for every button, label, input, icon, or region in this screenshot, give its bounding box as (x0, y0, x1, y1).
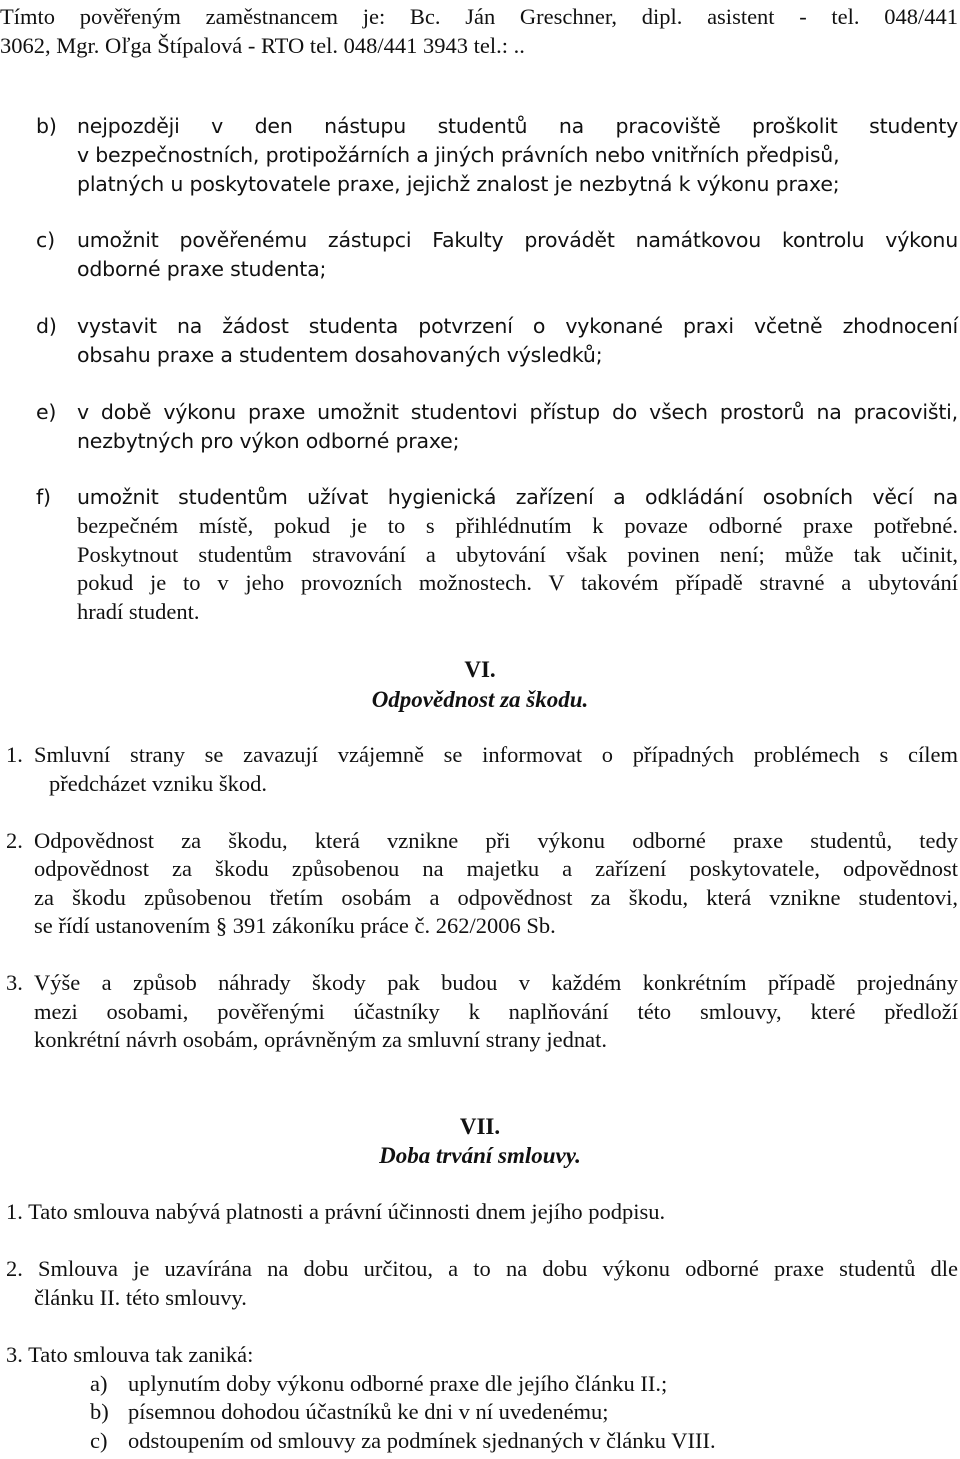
s6-p2-line-1: Odpovědnost za škodu, která vznikne při výkonu odborné praxe studentů, tedy (34, 828, 958, 853)
s6-p3-line-2: mezi osobami, pověřenými účastníky k naplňování této smlouvy, které předloží (34, 999, 958, 1024)
item-f-line-2: bezpečném místě, pokud je to s přihlédnutím k povaze odborné praxe potřebné. (77, 513, 958, 538)
item-b-line-2: v bezpečnostních, protipožárních a jiných právních nebo vnitřních předpisů, (77, 143, 840, 167)
s7-p3: 3. Tato smlouva tak zaniká: (6, 1342, 254, 1367)
item-c-marker: c) (36, 228, 55, 252)
item-f-line-1: umožnit studentům užívat hygienická zařízení a odkládání osobních věcí na (77, 485, 958, 509)
s7-sub-b-text: písemnou dohodou účastníků ke dni v ní uvedenému; (128, 1399, 609, 1424)
item-d-line-2: obsahu praxe a studentem dosahovaných výsledků; (77, 343, 603, 367)
section-7-number: VII. (459, 1114, 501, 1139)
s7-sub-b-marker: b) (90, 1399, 109, 1424)
s7-sub-c-text: odstoupením od smlouvy za podmínek sjednaných v článku VIII. (128, 1428, 716, 1453)
intro-line-2: 3062, Mgr. Oľga Štípalová - RTO tel. 048/441 3943 tel.: .. (0, 33, 525, 58)
item-f-line-5: hradí student. (77, 599, 200, 624)
s7-sub-a-marker: a) (90, 1371, 108, 1396)
s6-p2-line-2: odpovědnost za škodu způsobenou na majetku a zařízení poskytovatele, odpovědnost (34, 856, 958, 881)
s7-sub-c-marker: c) (90, 1428, 108, 1453)
item-b-marker: b) (36, 114, 57, 138)
s6-p1-marker: 1. (6, 742, 23, 767)
section-6-title: Odpovědnost za škodu. (371, 687, 589, 712)
item-e-line-1: v době výkonu praxe umožnit studentovi přístup do všech prostorů na pracovišti, (77, 400, 958, 424)
section-6-number: VI. (464, 657, 496, 682)
item-c-line-1: umožnit pověřenému zástupci Fakulty provádět namátkovou kontrolu výkonu (77, 228, 958, 252)
item-c-line-2: odborné praxe studenta; (77, 257, 327, 281)
item-e-marker: e) (36, 400, 57, 424)
item-d-marker: d) (36, 314, 57, 338)
item-b-line-1: nejpozději v den nástupu studentů na pracoviště proškolit studenty (77, 114, 958, 138)
s7-p2-line-1: 2. Smlouva je uzavírána na dobu určitou, a to na dobu výkonu odborné praxe studentů dle (6, 1256, 958, 1281)
s6-p1-line-1: Smluvní strany se zavazují vzájemně se informovat o případných problémech s cílem (34, 742, 958, 767)
s6-p3-marker: 3. (6, 970, 23, 995)
item-f-marker: f) (36, 485, 51, 509)
s7-p1: 1. Tato smlouva nabývá platnosti a právní účinnosti dnem jejího podpisu. (6, 1199, 666, 1224)
item-d-line-1: vystavit na žádost studenta potvrzení o vykonané praxi včetně zhodnocení (77, 314, 958, 338)
s6-p1-line-2: předcházet vzniku škod. (49, 771, 268, 796)
s6-p3-line-3: konkrétní návrh osobám, oprávněným za smluvní strany jednat. (34, 1027, 607, 1052)
s6-p3-line-1: Výše a způsob náhrady škody pak budou v každém konkrétním případě projednány (34, 970, 958, 995)
item-b-line-3: platných u poskytovatele praxe, jejichž znalost je nezbytná k výkonu praxe; (77, 172, 840, 196)
item-e-line-2: nezbytných pro výkon odborné praxe; (77, 429, 460, 453)
s6-p2-marker: 2. (6, 828, 23, 853)
item-f-line-3: Poskytnout studentům stravování a ubytování však povinen není; může tak učinit, (77, 542, 958, 567)
s7-p2-line-2: článku II. této smlouvy. (34, 1285, 247, 1310)
intro-line-1: Tímto pověřeným zaměstnancem je: Bc. Ján Greschner, dipl. asistent - tel. 048/441 (0, 4, 958, 29)
s7-sub-a-text: uplynutím doby výkonu odborné praxe dle jejího článku II.; (128, 1371, 668, 1396)
s6-p2-line-4: se řídí ustanovením § 391 zákoníku práce č. 262/2006 Sb. (34, 913, 556, 938)
s6-p2-line-3: za škodu způsobenou třetím osobám a odpovědnost za škodu, která vznikne studentovi, (34, 885, 958, 910)
item-f-line-4: pokud je to v jeho provozních možnostech. V takovém případě stravné a ubytování (77, 570, 958, 595)
section-7-title: Doba trvání smlouvy. (379, 1143, 581, 1168)
